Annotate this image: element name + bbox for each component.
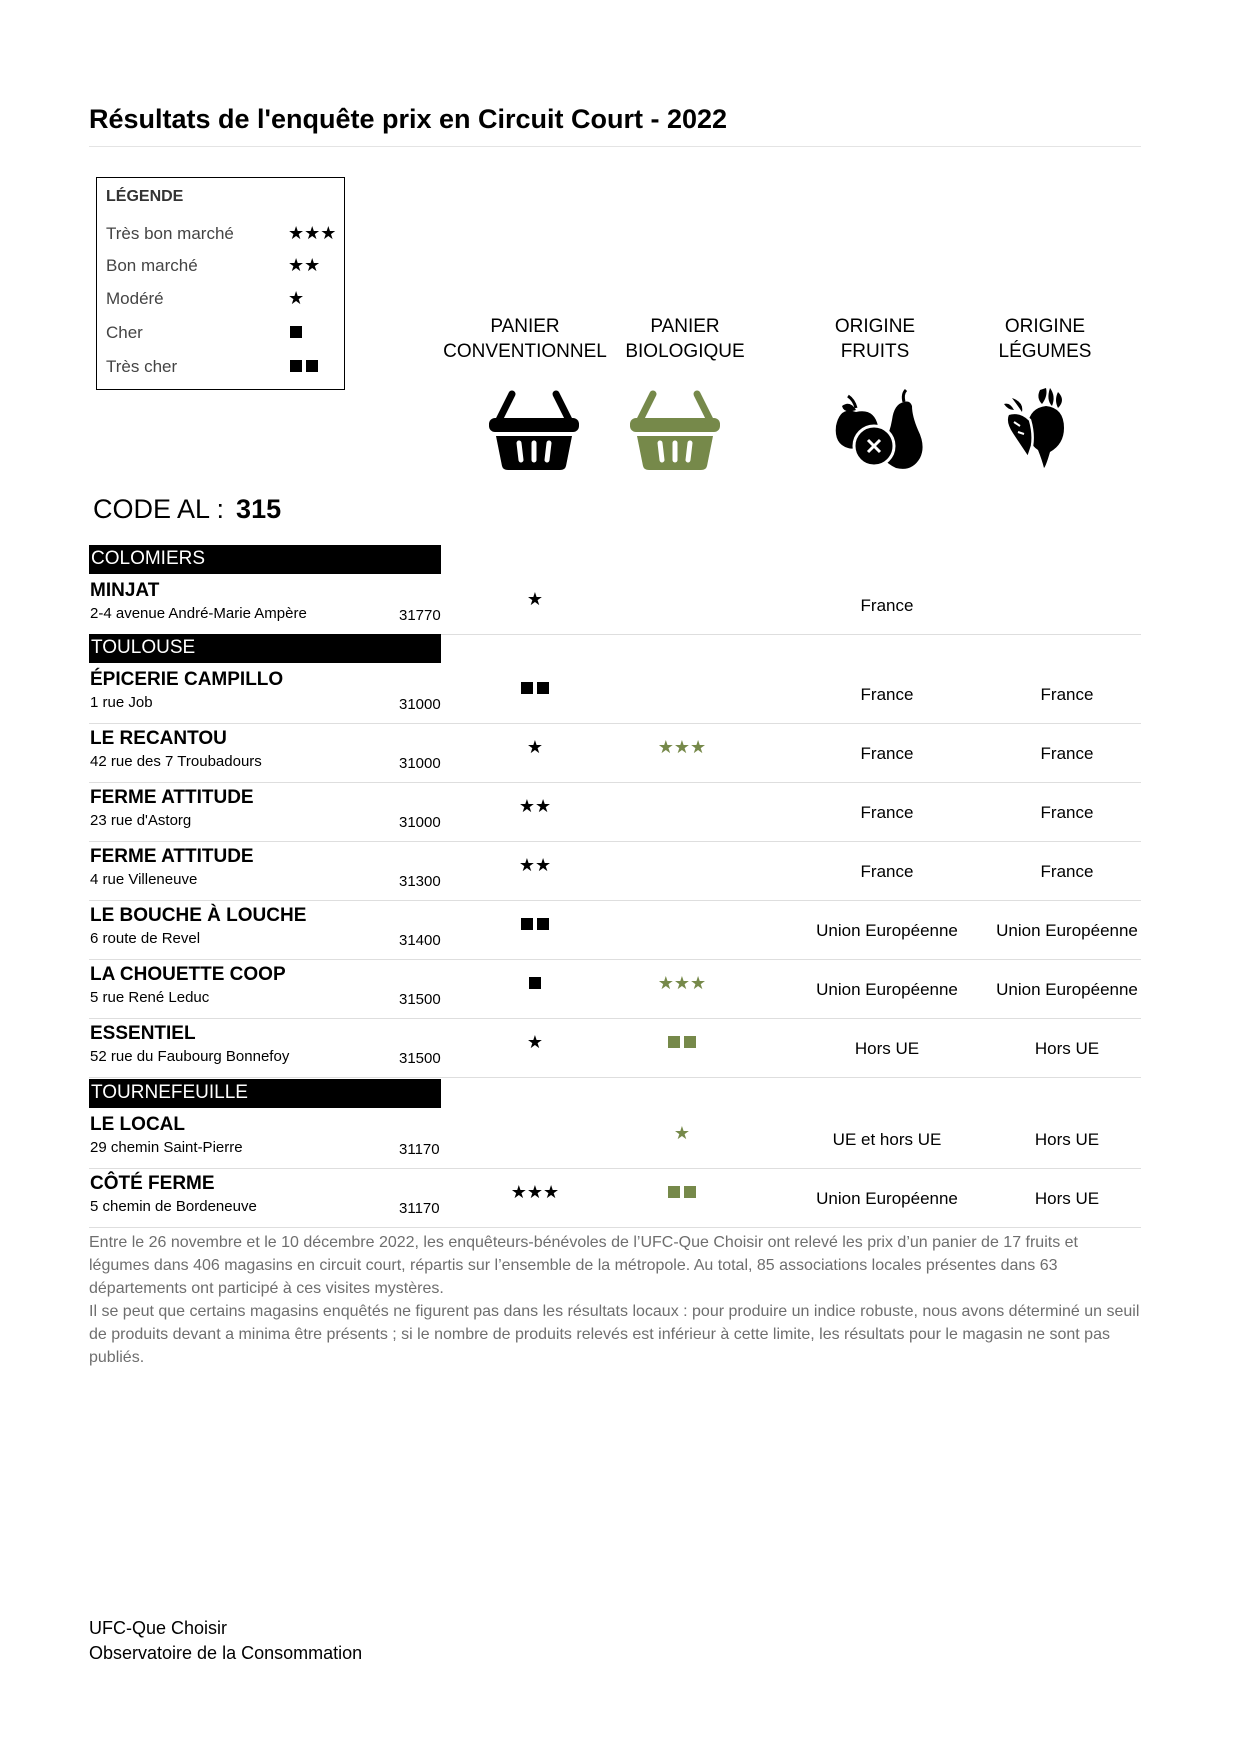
store-address: 5 chemin de Bordeneuve xyxy=(90,1198,257,1215)
code-label: CODE AL : xyxy=(93,494,225,524)
star-rating-icon: ★★ xyxy=(288,254,321,275)
store-name: LE BOUCHE À LOUCHE xyxy=(90,905,307,926)
store-address: 6 route de Revel xyxy=(90,930,201,947)
origin-text: Hors UE xyxy=(1034,1039,1100,1058)
origin-fruits xyxy=(801,901,973,947)
star-rating-icon: ★ xyxy=(526,736,544,757)
city-name: COLOMIERS xyxy=(91,548,206,569)
origin-text: France xyxy=(860,803,914,822)
origin-text: France xyxy=(1040,744,1094,763)
star-rating-icon: ★★★ xyxy=(657,736,707,757)
star-rating-icon: ★ xyxy=(526,588,544,609)
store-name: CÔTÉ FERME xyxy=(90,1173,215,1194)
store-row xyxy=(89,783,1141,842)
store-address: 5 rue René Leduc xyxy=(90,989,210,1006)
origin-text: Union Européenne xyxy=(816,1189,958,1208)
origin-fruits xyxy=(801,842,973,888)
legend-label: Bon marché xyxy=(106,256,198,275)
rating-biologique xyxy=(602,1019,762,1065)
rating-conventionnel xyxy=(455,783,615,829)
rating-biologique xyxy=(602,1169,762,1215)
title-divider xyxy=(89,146,1141,147)
rating-biologique xyxy=(602,1110,762,1156)
rating-conventionnel xyxy=(455,960,615,1006)
store-row xyxy=(89,960,1141,1019)
store-name: MINJAT xyxy=(90,580,160,601)
store-row xyxy=(89,724,1141,783)
star-rating-icon: ★ xyxy=(526,1031,544,1052)
rating-conventionnel xyxy=(455,1019,615,1065)
legend-label: Très cher xyxy=(106,357,178,376)
store-row xyxy=(89,1019,1141,1078)
origin-text: Union Européenne xyxy=(816,980,958,999)
basket-icon xyxy=(629,386,721,477)
origin-text: France xyxy=(860,685,914,704)
star-rating-icon: ★★ xyxy=(518,795,552,816)
origin-legumes xyxy=(981,1019,1153,1065)
store-zip-code: 31300 xyxy=(399,873,441,890)
square-rating-icon xyxy=(666,1032,698,1053)
square-rating-icon xyxy=(288,355,320,377)
origin-legumes xyxy=(981,842,1153,888)
store-name: ÉPICERIE CAMPILLO xyxy=(90,669,284,690)
origin-legumes xyxy=(981,1169,1153,1215)
origin-text: France xyxy=(1040,803,1094,822)
origin-text: Union Européenne xyxy=(996,980,1138,999)
store-zip-code: 31170 xyxy=(399,1141,440,1158)
store-row xyxy=(89,1169,1141,1228)
city-header xyxy=(89,634,441,663)
store-name: FERME ATTITUDE xyxy=(90,787,254,808)
star-rating-icon: ★★★ xyxy=(510,1181,560,1202)
origin-fruits xyxy=(801,960,973,1006)
rating-biologique xyxy=(602,576,762,622)
origin-legumes xyxy=(981,665,1153,711)
city-name: TOULOUSE xyxy=(91,637,196,658)
basket-icon xyxy=(488,386,580,477)
origin-legumes xyxy=(981,576,1153,622)
origin-text: France xyxy=(860,744,914,763)
store-zip-code: 31500 xyxy=(399,991,441,1008)
store-zip-code: 31000 xyxy=(399,814,441,831)
rating-conventionnel xyxy=(455,1110,615,1156)
rating-conventionnel xyxy=(455,724,615,770)
rating-biologique xyxy=(602,901,762,947)
origin-text: UE et hors UE xyxy=(832,1130,942,1149)
legend-label: Très bon marché xyxy=(106,224,234,243)
rating-biologique xyxy=(602,842,762,888)
store-row xyxy=(89,901,1141,960)
store-address: 23 rue d'Astorg xyxy=(90,812,192,829)
footer-organization: UFC-Que Choisir xyxy=(89,1618,228,1638)
survey-note xyxy=(89,1231,1141,1369)
star-rating-icon: ★★★ xyxy=(288,222,337,243)
column-header-biologique: PANIER BIOLOGIQUE xyxy=(625,316,745,362)
square-rating-icon xyxy=(527,973,543,994)
store-zip-code: 31000 xyxy=(399,755,441,772)
store-address: 4 rue Villeneuve xyxy=(90,871,198,888)
store-row xyxy=(89,665,1141,724)
origin-text: France xyxy=(1040,862,1094,881)
rating-conventionnel xyxy=(455,576,615,622)
origin-text: France xyxy=(860,862,914,881)
star-rating-icon: ★ xyxy=(288,287,305,308)
origin-fruits xyxy=(801,1110,973,1156)
note-paragraph: Entre le 26 novembre et le 10 décembre 2022, les enquêteurs-bénévoles de l’UFC-Que Choisir ont relevé les prix d’un panier de 17 fruits et légumes dans 406 magasins en circuit court, répartis sur l’ensemble de la métropole. Au total, 85 associations locales présentes dans 63 départements ont participé à ces visites mystères. xyxy=(89,1234,1078,1297)
page-title: Résultats de l'enquête prix en Circuit Court - 2022 xyxy=(89,104,728,134)
fruits-icon xyxy=(834,386,924,475)
origin-text: France xyxy=(1040,685,1094,704)
column-header-legumes: ORIGINE LÉGUMES xyxy=(998,316,1092,362)
square-rating-icon xyxy=(519,914,551,935)
note-paragraph: Il se peut que certains magasins enquêtés ne figurent pas dans les résultats locaux : pour produire un indice robuste, nous avons déterminé un seuil de produits devant a minima être présents ; si le nombre de produits relevés est inférieur à cette limite, les résultats pour le magasin ne sont pas publiés. xyxy=(89,1303,1140,1366)
store-zip-code: 31000 xyxy=(399,696,441,713)
store-address: 52 rue du Faubourg Bonnefoy xyxy=(90,1048,290,1065)
rating-biologique xyxy=(602,783,762,829)
city-header xyxy=(89,545,441,574)
legend-label: Modéré xyxy=(106,289,164,308)
rating-conventionnel xyxy=(455,665,615,711)
origin-fruits xyxy=(801,576,973,622)
legend-item xyxy=(106,321,334,345)
legend-label: Cher xyxy=(106,323,143,342)
rating-conventionnel xyxy=(455,901,615,947)
origin-legumes xyxy=(981,901,1153,947)
store-zip-code: 31170 xyxy=(399,1200,440,1217)
vegetables-icon xyxy=(1000,386,1070,475)
origin-text: France xyxy=(860,596,914,615)
store-row xyxy=(89,576,1141,635)
store-address: 1 rue Job xyxy=(90,694,153,711)
origin-legumes xyxy=(981,724,1153,770)
store-name: LE LOCAL xyxy=(90,1114,185,1135)
code-value: 315 xyxy=(236,494,282,524)
origin-legumes xyxy=(981,783,1153,829)
rating-conventionnel xyxy=(455,1169,615,1215)
rating-biologique xyxy=(602,960,762,1006)
legend-box xyxy=(96,177,345,390)
origin-fruits xyxy=(801,724,973,770)
store-address: 29 chemin Saint-Pierre xyxy=(90,1139,243,1156)
origin-text: Hors UE xyxy=(854,1039,920,1058)
city-header xyxy=(89,1079,441,1108)
footer-department: Observatoire de la Consommation xyxy=(89,1643,363,1663)
square-rating-icon xyxy=(666,1182,698,1203)
column-header-conventionnel: PANIER CONVENTIONNEL xyxy=(443,316,607,362)
origin-text: Union Européenne xyxy=(996,921,1138,940)
column-header-fruits: ORIGINE FRUITS xyxy=(834,316,916,362)
store-name: LE RECANTOU xyxy=(90,728,227,749)
store-name: LA CHOUETTE COOP xyxy=(90,964,286,985)
origin-fruits xyxy=(801,783,973,829)
store-address: 2-4 avenue André-Marie Ampère xyxy=(90,605,307,622)
star-rating-icon: ★★ xyxy=(518,854,552,875)
store-row xyxy=(89,842,1141,901)
city-name: TOURNEFEUILLE xyxy=(91,1082,248,1103)
origin-text: Hors UE xyxy=(1034,1130,1100,1149)
origin-text: Union Européenne xyxy=(816,921,958,940)
origin-fruits xyxy=(801,665,973,711)
origin-legumes xyxy=(981,960,1153,1006)
store-name: ESSENTIEL xyxy=(90,1023,196,1044)
square-rating-icon xyxy=(288,321,304,343)
legend-item xyxy=(106,222,337,246)
star-rating-icon: ★ xyxy=(673,1122,691,1143)
store-zip-code: 31770 xyxy=(399,607,441,624)
code-al xyxy=(93,494,281,525)
store-address: 42 rue des 7 Troubadours xyxy=(90,753,262,770)
store-name: FERME ATTITUDE xyxy=(90,846,254,867)
legend-item xyxy=(106,355,334,379)
legend-item xyxy=(106,254,334,278)
rating-conventionnel xyxy=(455,842,615,888)
legend-item xyxy=(106,287,334,311)
rating-biologique xyxy=(602,724,762,770)
origin-text: Hors UE xyxy=(1034,1189,1100,1208)
store-zip-code: 31400 xyxy=(399,932,441,949)
origin-legumes xyxy=(981,1110,1153,1156)
square-rating-icon xyxy=(519,678,551,699)
rating-biologique xyxy=(602,665,762,711)
origin-fruits xyxy=(801,1019,973,1065)
store-row xyxy=(89,1110,1141,1169)
footer xyxy=(89,1616,362,1666)
legend-title: LÉGENDE xyxy=(106,188,184,205)
origin-fruits xyxy=(801,1169,973,1215)
star-rating-icon: ★★★ xyxy=(657,972,707,993)
store-zip-code: 31500 xyxy=(399,1050,441,1067)
